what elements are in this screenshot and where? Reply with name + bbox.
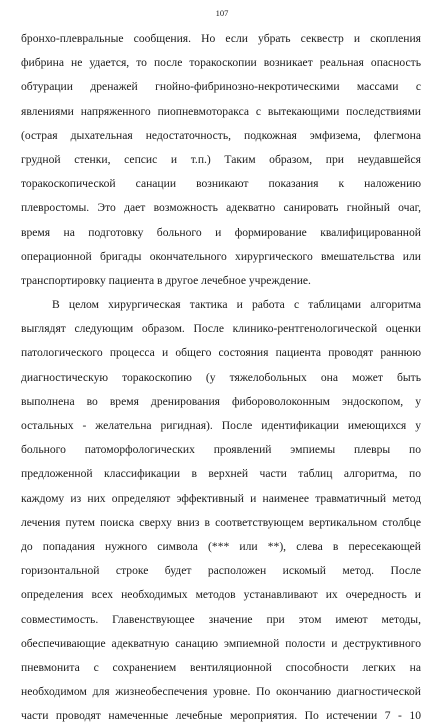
text-line: определения всех необходимых методов устанавливают их очередность и [21,588,421,602]
text-line: фибрина не удается, то после торакоскопии возникает реальная опасность [21,56,421,70]
text-line: части проводят намеченные лечебные мероприятия. По истечении 7 - 10 [21,709,421,723]
text-line: В целом хирургическая тактика и работа с таблицами алгоритма [52,298,421,312]
text-line: предложенной классификации в верхней части таблиц алгоритма, по [21,467,421,481]
text-line: больного патоморфологических проявлений эмпиемы плевры по [21,443,421,457]
text-line: время на подготовку больного и формирование квалифицированной [21,225,421,239]
text-line: лечения путем поиска сверху вниз в соответствующем вертикальном столбце [21,515,421,529]
text-line: остальных - желательна ригидная). После идентификации имеющихся у [21,419,421,432]
text-line: совместимость. Главенствующее значение при этом имеют методы, [21,612,421,626]
page-number: 107 [215,8,229,18]
text-line: каждому из них определяют эффективный и наименее травматичный метод [21,491,421,505]
text-line: выполнена во время дренирования фибороволоконным эндоскопом, у [21,394,421,408]
text-line: бронхо-плевральные сообщения. Но если убрать секвестр и скопления [21,32,421,45]
text-line: выглядят следующим образом. После клинико-рентгенологической оценки [21,322,421,336]
text-line: патологического процесса и общего состояния пациента проводят раннюю [21,346,421,360]
text-line: (острая дыхательная недостаточность, подкожная эмфизема, флегмона [21,128,421,142]
text-line: пневмонита с сохранением вентиляционной способности легких на [21,660,421,674]
text-line: до попадания нужного символа (*** или **), слева в пересекающей [21,539,421,553]
body-text [21,27,421,728]
text-line: операционной бригады окончательного хирургического вмешательства или [21,249,421,263]
text-line: грудной стенки, сепсис и т.п.) Таким образом, при неудавшейся [21,152,421,166]
text-line: явлениями напряженного пиопневмоторакса с вытекающими последствиями [21,104,421,118]
text-line: транспортировку пациента в другое лечебное учреждение. [21,273,311,287]
text-line: необходимом для жизнеобеспечения уровне. По окончанию диагностической [21,685,421,699]
text-line: обеспечивающие адекватную санацию эмпиемной полости и деструктивного [21,636,421,650]
text-line: диагностическую торакоскопию (у тяжелобольных она может быть [21,370,421,384]
text-line: плевростомы. Это дает возможность адекватно санировать гнойный очаг, [21,201,421,215]
text-line: обтурации дренажей гнойно-фибринозно-некротическими массами с [21,80,421,94]
text-line: торакоскопической санации возникают показания к наложению [21,177,421,191]
text-line: горизонтальной строке будет расположен искомый метод. После [21,564,421,578]
